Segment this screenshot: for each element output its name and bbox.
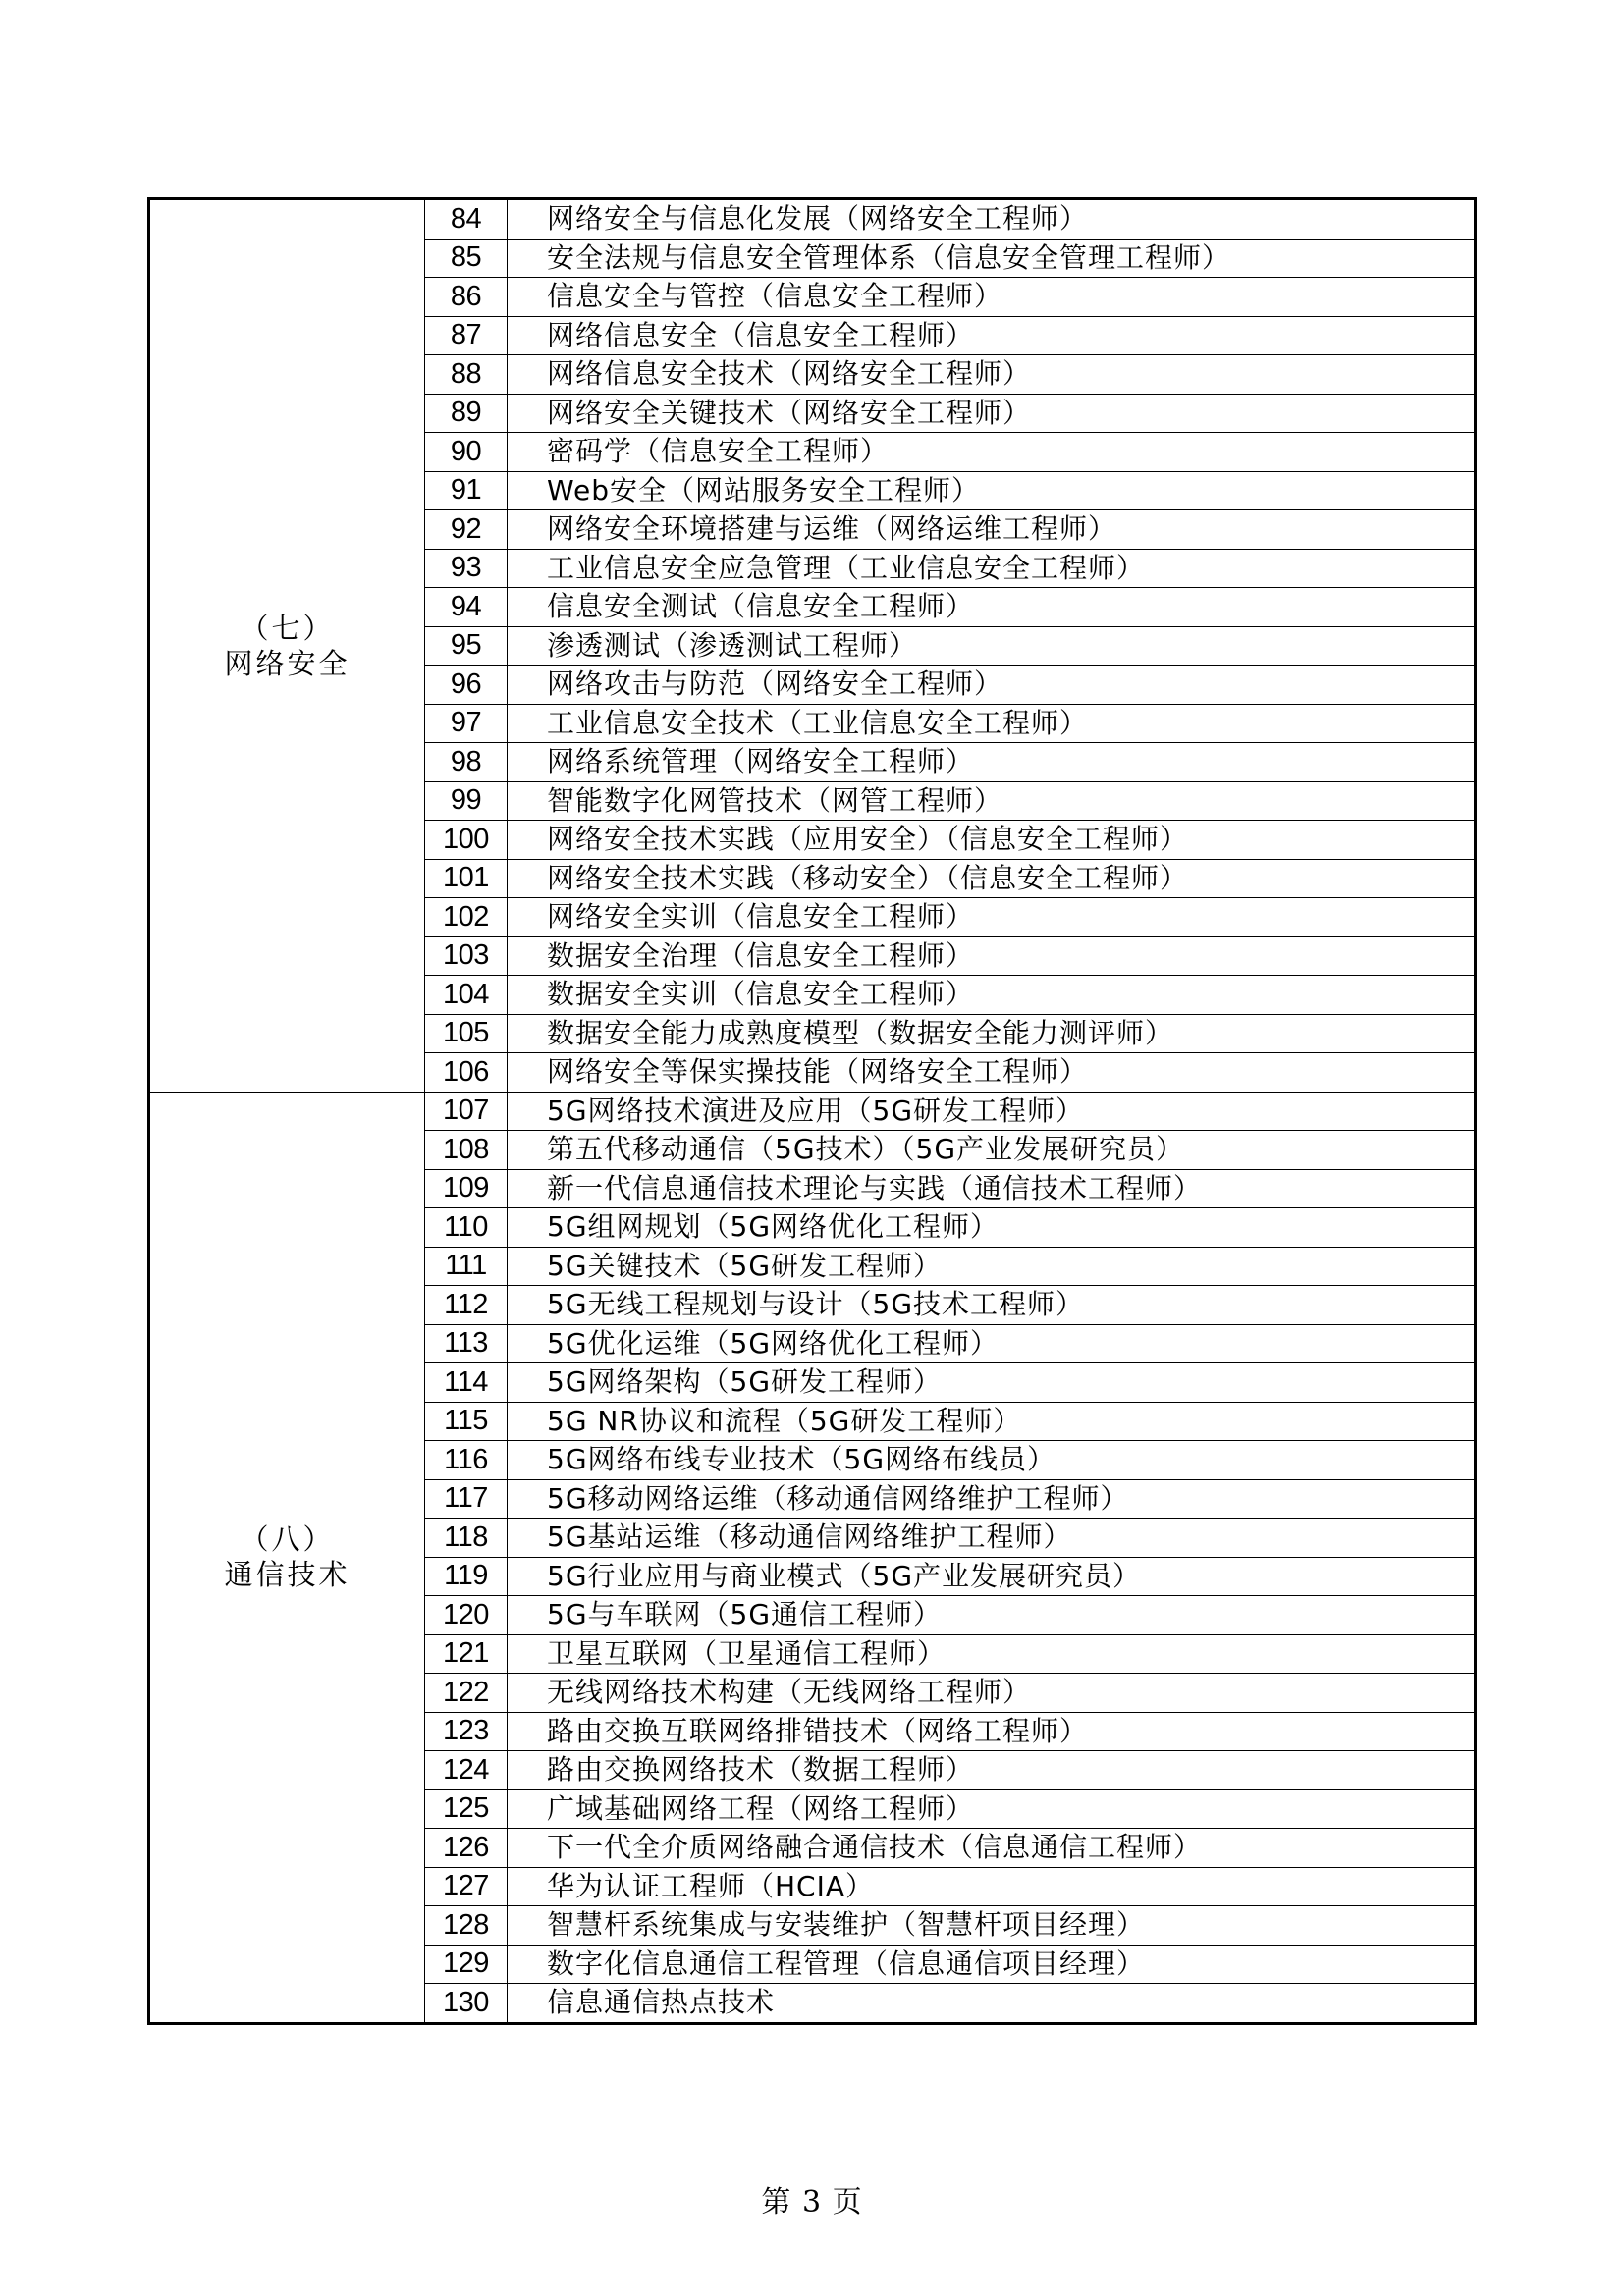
course-title: 信息安全与管控（信息安全工程师）: [508, 278, 1476, 317]
row-number: 104: [425, 976, 508, 1015]
course-title: 数据安全能力成熟度模型（数据安全能力测评师）: [508, 1014, 1476, 1053]
row-number: 94: [425, 588, 508, 627]
course-title: 网络系统管理（网络安全工程师）: [508, 743, 1476, 782]
row-number: 90: [425, 433, 508, 472]
course-title: 安全法规与信息安全管理体系（信息安全管理工程师）: [508, 239, 1476, 278]
row-number: 101: [425, 859, 508, 898]
row-number: 117: [425, 1479, 508, 1519]
row-number: 125: [425, 1789, 508, 1829]
row-number: 102: [425, 898, 508, 937]
course-title: 5G关键技术（5G研发工程师）: [508, 1247, 1476, 1286]
row-number: 110: [425, 1208, 508, 1248]
row-number: 116: [425, 1441, 508, 1480]
course-title: 网络安全技术实践（移动安全）（信息安全工程师）: [508, 859, 1476, 898]
course-title: 网络安全实训（信息安全工程师）: [508, 898, 1476, 937]
course-title: 信息安全测试（信息安全工程师）: [508, 588, 1476, 627]
course-title: 第五代移动通信（5G技术）（5G产业发展研究员）: [508, 1131, 1476, 1170]
row-number: 122: [425, 1674, 508, 1713]
category-number: （八）: [240, 1522, 335, 1556]
row-number: 129: [425, 1945, 508, 1984]
row-number: 109: [425, 1169, 508, 1208]
row-number: 100: [425, 821, 508, 860]
course-title: 广域基础网络工程（网络工程师）: [508, 1789, 1476, 1829]
row-number: 121: [425, 1634, 508, 1674]
course-title: Web安全（网站服务安全工程师）: [508, 471, 1476, 510]
course-title: 智能数字化网管技术（网管工程师）: [508, 781, 1476, 821]
row-number: 107: [425, 1092, 508, 1131]
course-title: 网络安全技术实践（应用安全）（信息安全工程师）: [508, 821, 1476, 860]
course-title: 网络安全等保实操技能（网络安全工程师）: [508, 1053, 1476, 1093]
row-number: 112: [425, 1286, 508, 1325]
course-table-body: [149, 199, 1476, 2024]
course-title: 5G行业应用与商业模式（5G产业发展研究员）: [508, 1557, 1476, 1596]
course-title: 网络信息安全技术（网络安全工程师）: [508, 355, 1476, 395]
course-title: 5G基站运维（移动通信网络维护工程师）: [508, 1519, 1476, 1558]
course-title: 5G网络技术演进及应用（5G研发工程师）: [508, 1092, 1476, 1131]
course-title: 5G移动网络运维（移动通信网络维护工程师）: [508, 1479, 1476, 1519]
course-title: 5G无线工程规划与设计（5G技术工程师）: [508, 1286, 1476, 1325]
row-number: 95: [425, 626, 508, 666]
row-number: 123: [425, 1712, 508, 1751]
course-title: 工业信息安全技术（工业信息安全工程师）: [508, 704, 1476, 743]
course-title: 路由交换互联网络排错技术（网络工程师）: [508, 1712, 1476, 1751]
row-number: 105: [425, 1014, 508, 1053]
course-title: 路由交换网络技术（数据工程师）: [508, 1751, 1476, 1790]
row-number: 108: [425, 1131, 508, 1170]
row-number: 85: [425, 239, 508, 278]
course-title: 5G优化运维（5G网络优化工程师）: [508, 1324, 1476, 1363]
row-number: 86: [425, 278, 508, 317]
row-number: 92: [425, 510, 508, 550]
category-cell: [149, 199, 425, 1093]
course-table: [147, 197, 1477, 2025]
course-title: 5G组网规划（5G网络优化工程师）: [508, 1208, 1476, 1248]
row-number: 128: [425, 1906, 508, 1946]
course-title: 信息通信热点技术: [508, 1984, 1476, 2024]
course-title: 网络攻击与防范（网络安全工程师）: [508, 666, 1476, 705]
row-number: 87: [425, 316, 508, 355]
course-title: 新一代信息通信技术理论与实践（通信技术工程师）: [508, 1169, 1476, 1208]
row-number: 120: [425, 1596, 508, 1635]
course-title: 下一代全介质网络融合通信技术（信息通信工程师）: [508, 1829, 1476, 1868]
row-number: 98: [425, 743, 508, 782]
course-title: 网络安全与信息化发展（网络安全工程师）: [508, 199, 1476, 240]
course-title: 网络信息安全（信息安全工程师）: [508, 316, 1476, 355]
row-number: 126: [425, 1829, 508, 1868]
row-number: 118: [425, 1519, 508, 1558]
row-number: 103: [425, 936, 508, 976]
row-number: 127: [425, 1867, 508, 1906]
row-number: 113: [425, 1324, 508, 1363]
row-number: 97: [425, 704, 508, 743]
course-title: 网络安全环境搭建与运维（网络运维工程师）: [508, 510, 1476, 550]
row-number: 115: [425, 1402, 508, 1441]
course-title: 数据安全实训（信息安全工程师）: [508, 976, 1476, 1015]
row-number: 96: [425, 666, 508, 705]
course-title: 数字化信息通信工程管理（信息通信项目经理）: [508, 1945, 1476, 1984]
course-title: 渗透测试（渗透测试工程师）: [508, 626, 1476, 666]
course-title: 5G网络架构（5G研发工程师）: [508, 1363, 1476, 1403]
row-number: 89: [425, 394, 508, 433]
course-title: 网络安全关键技术（网络安全工程师）: [508, 394, 1476, 433]
course-title: 华为认证工程师（HCIA）: [508, 1867, 1476, 1906]
row-number: 88: [425, 355, 508, 395]
category-cell: [149, 1092, 425, 2023]
course-title: 智慧杆系统集成与安装维护（智慧杆项目经理）: [508, 1906, 1476, 1946]
course-title: 5G NR协议和流程（5G研发工程师）: [508, 1402, 1476, 1441]
category-name: 通信技术: [224, 1558, 351, 1591]
row-number: 106: [425, 1053, 508, 1093]
course-title: 卫星互联网（卫星通信工程师）: [508, 1634, 1476, 1674]
course-title: 密码学（信息安全工程师）: [508, 433, 1476, 472]
row-number: 91: [425, 471, 508, 510]
row-number: 84: [425, 199, 508, 240]
row-number: 114: [425, 1363, 508, 1403]
category-name: 网络安全: [224, 646, 351, 680]
row-number: 119: [425, 1557, 508, 1596]
row-number: 130: [425, 1984, 508, 2024]
course-title: 无线网络技术构建（无线网络工程师）: [508, 1674, 1476, 1713]
row-number: 99: [425, 781, 508, 821]
table-row: [149, 1092, 1476, 1131]
row-number: 124: [425, 1751, 508, 1790]
course-title: 5G网络布线专业技术（5G网络布线员）: [508, 1441, 1476, 1480]
page-number: 第 3 页: [761, 2185, 863, 2219]
course-title: 工业信息安全应急管理（工业信息安全工程师）: [508, 549, 1476, 588]
row-number: 93: [425, 549, 508, 588]
course-title: 5G与车联网（5G通信工程师）: [508, 1596, 1476, 1635]
row-number: 111: [425, 1247, 508, 1286]
course-title: 数据安全治理（信息安全工程师）: [508, 936, 1476, 976]
category-number: （七）: [240, 611, 335, 645]
table-row: [149, 199, 1476, 240]
